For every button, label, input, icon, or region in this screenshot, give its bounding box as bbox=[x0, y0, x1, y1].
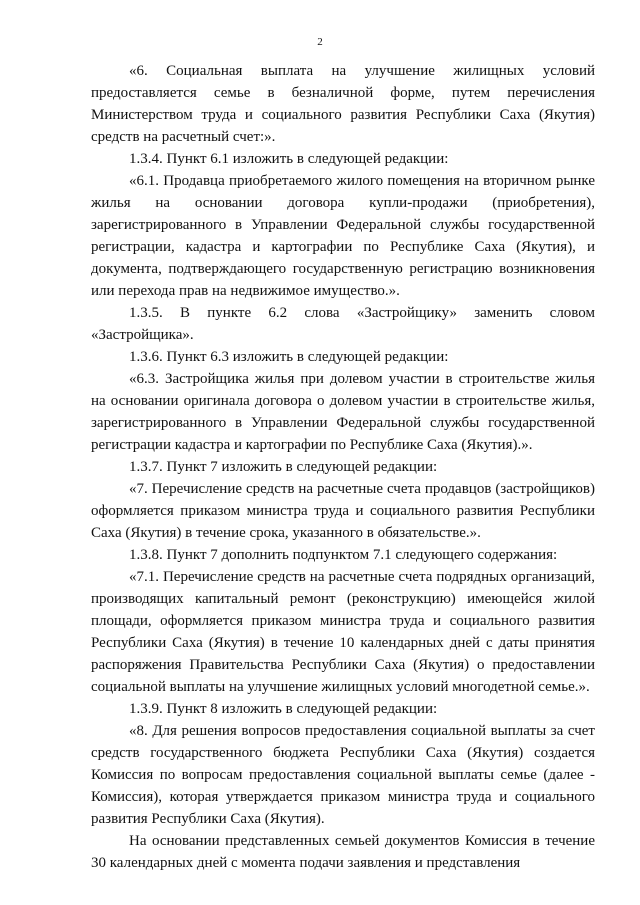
document-body bbox=[91, 60, 595, 874]
paragraph: 1.3.5. В пункте 6.2 слова «Застройщику» заменить словом «Застройщика». bbox=[91, 305, 595, 343]
paragraph: 1.3.9. Пункт 8 изложить в следующей редакции: bbox=[129, 701, 438, 717]
paragraph: 1.3.6. Пункт 6.3 изложить в следующей редакции: bbox=[129, 349, 449, 365]
paragraph: 1.3.4. Пункт 6.1 изложить в следующей редакции: bbox=[129, 151, 449, 167]
paragraph: «6.3. Застройщика жилья при долевом участии в строительстве жилья на основании оригинала договора о долевом участии в строительстве жилья, зарегистрированного в Управлении Федеральной службы государственной регистрации кадастра и картографии по Республике Саха (Якутия).». bbox=[91, 371, 595, 453]
paragraph: На основании представленных семьей документов Комиссия в течение 30 календарных дней с момента подачи заявления и представления bbox=[91, 833, 595, 871]
paragraph: «6.1. Продавца приобретаемого жилого помещения на вторичном рынке жилья на основании договора купли-продажи (приобретения), зарегистрированного в Управлении Федеральной службы государственной регистрации, кадастра и картографии по Республике Саха (Якутия), и документа, подтверждающего государственную регистрацию возникновения или перехода прав на недвижимое имущество.». bbox=[91, 173, 595, 299]
paragraph: 1.3.7. Пункт 7 изложить в следующей редакции: bbox=[129, 459, 438, 475]
page-number: 2 bbox=[317, 36, 323, 48]
paragraph: «6. Социальная выплата на улучшение жилищных условий предоставляется семье в безналичной форме, путем перечисления Министерством труда и социального развития Республики Саха (Якутия) средств на расчетный счет:». bbox=[91, 63, 595, 145]
paragraph: «8. Для решения вопросов предоставления социальной выплаты за счет средств государственного бюджета Республики Саха (Якутия) создается Комиссия по вопросам предоставления социальной выплаты семье (далее - Комиссия), которая утверждается приказом министра труда и социального развития Республики Саха (Якутия). bbox=[91, 723, 595, 827]
paragraph: 1.3.8. Пункт 7 дополнить подпунктом 7.1 следующего содержания: bbox=[129, 547, 558, 563]
paragraph: «7.1. Перечисление средств на расчетные счета подрядных организаций, производящих капитальный ремонт (реконструкцию) имеющейся жилой площади, оформляется приказом министра труда и социального развития Республики Саха (Якутия) в течение 10 календарных дней с даты принятия распоряжения Правительства Республики Саха (Якутия) о предоставлении социальной выплаты на улучшение жилищных условий многодетной семье.». bbox=[91, 569, 595, 695]
paragraph: «7. Перечисление средств на расчетные счета продавцов (застройщиков) оформляется приказом министра труда и социального развития Республики Саха (Якутия) в течение срока, указанного в обязательстве.». bbox=[91, 481, 595, 541]
